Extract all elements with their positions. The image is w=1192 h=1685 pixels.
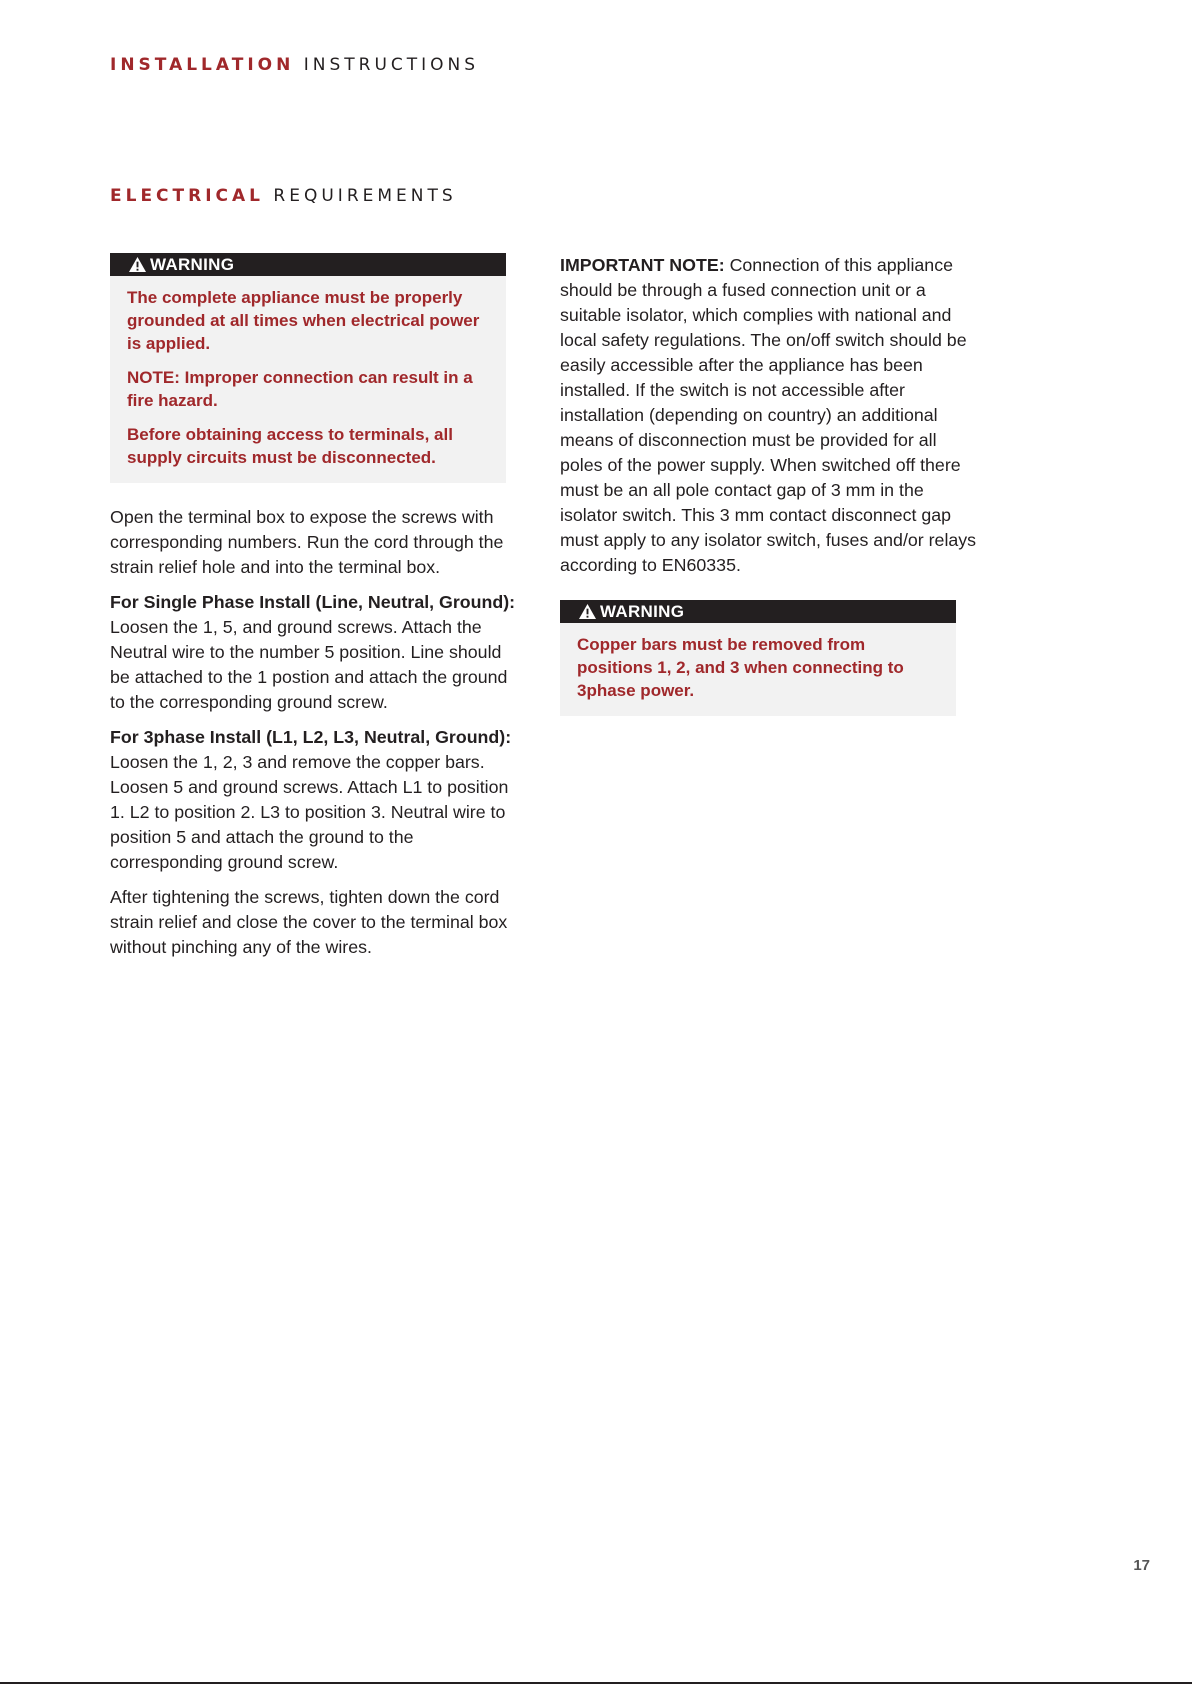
important-note-heading: IMPORTANT NOTE: [560,255,725,275]
three-phase-heading: For 3phase Install (L1, L2, L3, Neutral, Ground): [110,727,512,747]
three-phase-text: Loosen the 1, 2, 3 and remove the copper bars. Loosen 5 and ground screws. Attach L1 to position 1. L2 to position 2. L3 to position 3. Neutral wire to position 5 and attach the ground to the corresponding ground screw. [110,752,509,872]
section-accent: ELECTRICAL [110,186,265,206]
warning-triangle-icon [128,256,147,273]
warning-text-copper-bars: Copper bars must be removed from positions 1, 2, and 3 when connecting to 3phase power. [577,635,904,700]
paragraph-tighten: After tightening the screws, tighten down the cord strain relief and close the cover to the terminal box without pinching any of the wires. [110,887,508,957]
warning-bar [110,253,506,276]
page-header [110,55,479,75]
single-phase-heading: For Single Phase Install (Line, Neutral, Ground): [110,592,516,612]
paragraph-terminal-box: Open the terminal box to expose the screws with corresponding numbers. Run the cord through the strain relief hole and into the terminal box. [110,507,504,577]
important-note-text: Connection of this appliance should be through a fused connection unit or a suitable isolator, which complies with national and local safety regulations. The on/off switch should be easily accessible after the appliance has been installed. If the switch is not accessible after installation (depending on country) an additional means of disconnection must be provided for all poles of the power supply. When switched off there must be an all pole contact gap of 3 mm in the isolator switch. This 3 mm contact disconnect gap must apply to any isolator switch, fuses and/or relays according to EN60335. [560,255,977,575]
warning-text-fire-hazard: NOTE: Improper connection can result in a fire hazard. [127,368,473,410]
warning-box-grounding [110,253,506,483]
section-rest: REQUIREMENTS [273,186,457,206]
footer-rule [0,1682,1192,1684]
warning-label: WARNING [150,255,235,274]
warning-text-grounding: The complete appliance must be properly grounded at all times when electrical power is applied. [127,288,480,353]
page-number: 17 [1133,1557,1150,1574]
warning-box-copper-bars [560,600,956,716]
left-column [110,253,520,970]
header-accent: INSTALLATION [110,55,295,75]
paragraph-three-phase [110,725,520,875]
paragraph-important-note [560,253,980,578]
warning-triangle-icon [578,603,597,620]
warning-label: WARNING [600,602,685,621]
paragraph-single-phase [110,590,520,715]
warning-text-disconnect: Before obtaining access to terminals, all supply circuits must be disconnected. [127,425,453,467]
single-phase-text: Loosen the 1, 5, and ground screws. Attach the Neutral wire to the number 5 position. Line should be attached to the 1 postion and attach the ground to the corresponding ground screw. [110,617,508,712]
section-title [110,186,457,206]
right-column [560,253,980,716]
header-rest: INSTRUCTIONS [303,55,480,75]
warning-bar [560,600,956,623]
